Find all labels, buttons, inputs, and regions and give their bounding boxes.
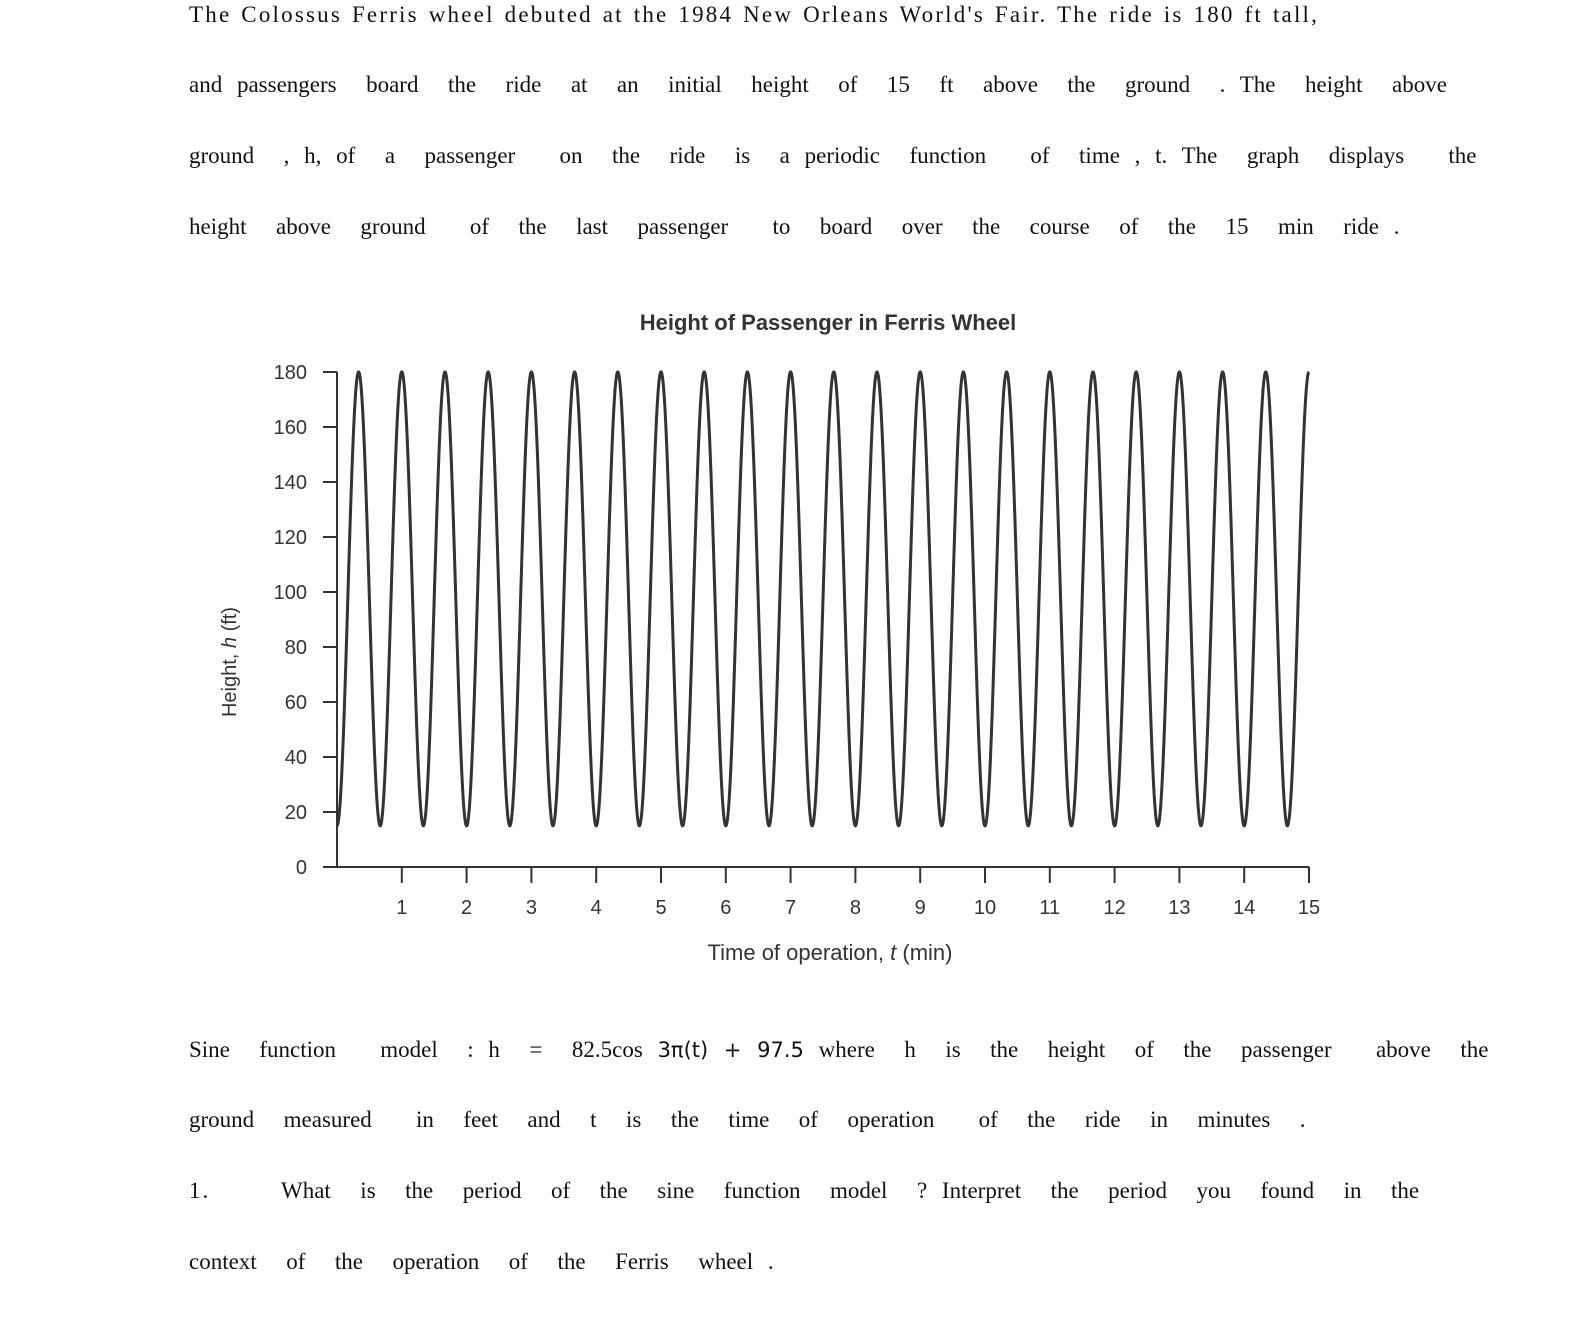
y-tick-label: 160 [273,417,307,439]
model-prefix: Sine function model : h = 82.5cos [189,1037,658,1062]
series-line-height [337,372,1309,826]
model-formula: 3π(t) + 97.5 [657,1038,804,1062]
y-axis [274,362,337,879]
x-axis [337,867,1320,919]
x-tick-label: 9 [914,897,926,919]
question-line-2: context of the operation of the Ferris wheel . [189,1249,774,1274]
x-tick-label: 2 [461,897,473,919]
y-tick-label: 120 [273,527,307,549]
x-tick-label: 15 [1297,897,1321,919]
x-tick-label: 10 [973,897,997,919]
x-tick-label: 7 [785,897,797,919]
y-tick-label: 60 [284,692,307,714]
model-line-1 [189,1037,1488,1063]
y-tick-label: 180 [273,362,307,384]
x-tick-label: 12 [1103,897,1126,919]
y-tick-label: 0 [295,857,307,879]
x-tick-label: 14 [1233,897,1256,919]
chart-title: Height of Passenger in Ferris Wheel [639,310,1017,335]
question-number: 1. [189,1178,211,1203]
y-tick-label: 100 [273,582,307,604]
model-suffix: where h is the height of the passenger above the [803,1037,1489,1062]
x-tick-label: 8 [849,897,861,919]
x-tick-label: 11 [1039,897,1061,919]
y-tick-label: 20 [284,802,307,824]
x-tick-label: 6 [720,897,732,919]
intro-line-1: The Colossus Ferris wheel debuted at the 1984 New Orleans World's Fair. The ride is 180 ft tall, [189,2,1320,27]
x-axis-label: Time of operation, t (min) [707,940,953,965]
y-tick-label: 40 [284,747,307,769]
x-tick-label: 3 [525,897,537,919]
intro-line-2: and passengers board the ride at an initial height of 15 ft above the ground . The height above [189,72,1447,97]
x-tick-label: 4 [590,897,602,919]
question-line-1: What is the period of the sine function model ? Interpret the period you found in the [281,1178,1420,1203]
x-tick-label: 5 [655,897,667,919]
intro-line-4: height above ground of the last passenger to board over the course of the 15 min ride . [189,214,1400,239]
intro-line-3: ground , h, of a passenger on the ride is a periodic function of time , t. The graph displays the [189,143,1477,168]
x-tick-label: 13 [1168,897,1191,919]
height-chart [200,300,1380,990]
y-tick-label: 140 [273,472,307,494]
x-tick-label: 1 [396,897,408,919]
model-line-2: ground measured in feet and t is the time of operation of the ride in minutes . [189,1107,1306,1132]
y-tick-label: 80 [284,637,307,659]
y-axis-label: Height, h (ft) [219,606,241,718]
